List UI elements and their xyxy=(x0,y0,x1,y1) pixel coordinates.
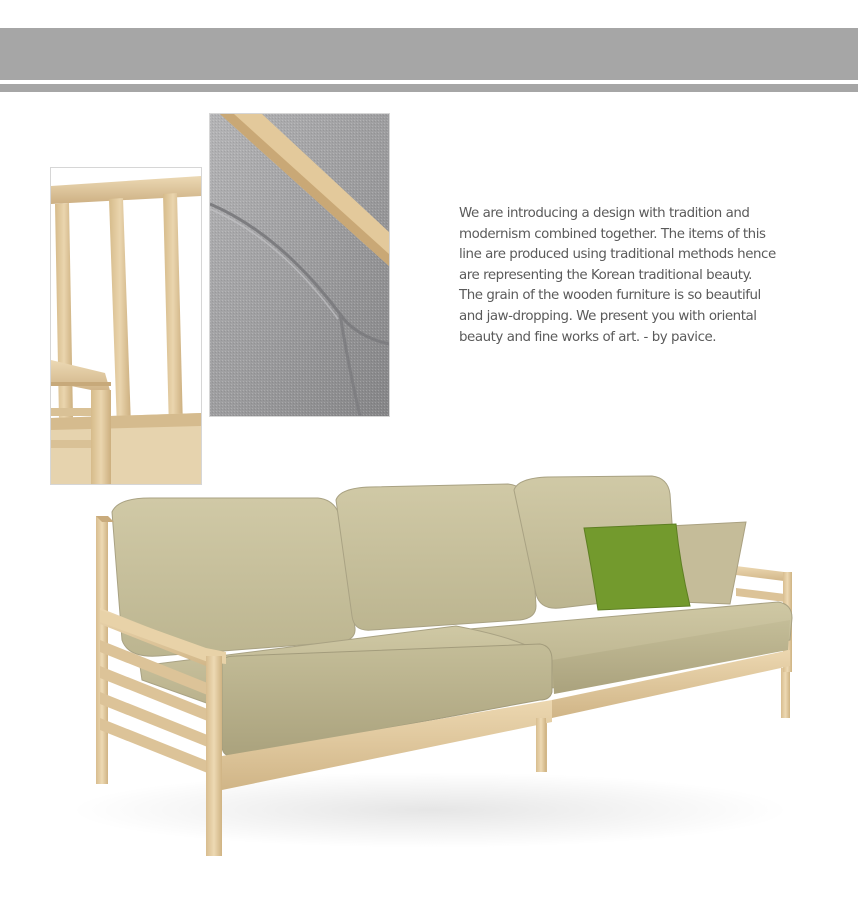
brand-description xyxy=(459,204,817,348)
description-line: The grain of the wooden furniture is so beautiful xyxy=(459,288,761,304)
description-line: modernism combined together. The items of this xyxy=(459,226,766,242)
description-line: We are introducing a design with tradition and xyxy=(459,206,750,221)
sofa-front-leg xyxy=(206,780,222,855)
header-banner xyxy=(0,28,858,80)
description-line: line are produced using traditional methods hence xyxy=(459,247,776,263)
sofa-front-leg xyxy=(536,718,546,772)
accent-pillow-green xyxy=(584,524,690,610)
description-line: beauty and fine works of art. - by pavice. xyxy=(459,329,717,345)
back-cushion-middle xyxy=(336,484,536,630)
fabric-detail-photo xyxy=(209,113,390,417)
frame-detail-photo xyxy=(50,167,202,485)
description-line: are representing the Korean traditional beauty. xyxy=(459,267,752,283)
description-line: and jaw-dropping. We present you with oriental xyxy=(459,308,757,324)
header-divider xyxy=(0,84,858,92)
sofa-rear-leg xyxy=(781,668,790,718)
sofa-product-photo xyxy=(0,460,858,897)
